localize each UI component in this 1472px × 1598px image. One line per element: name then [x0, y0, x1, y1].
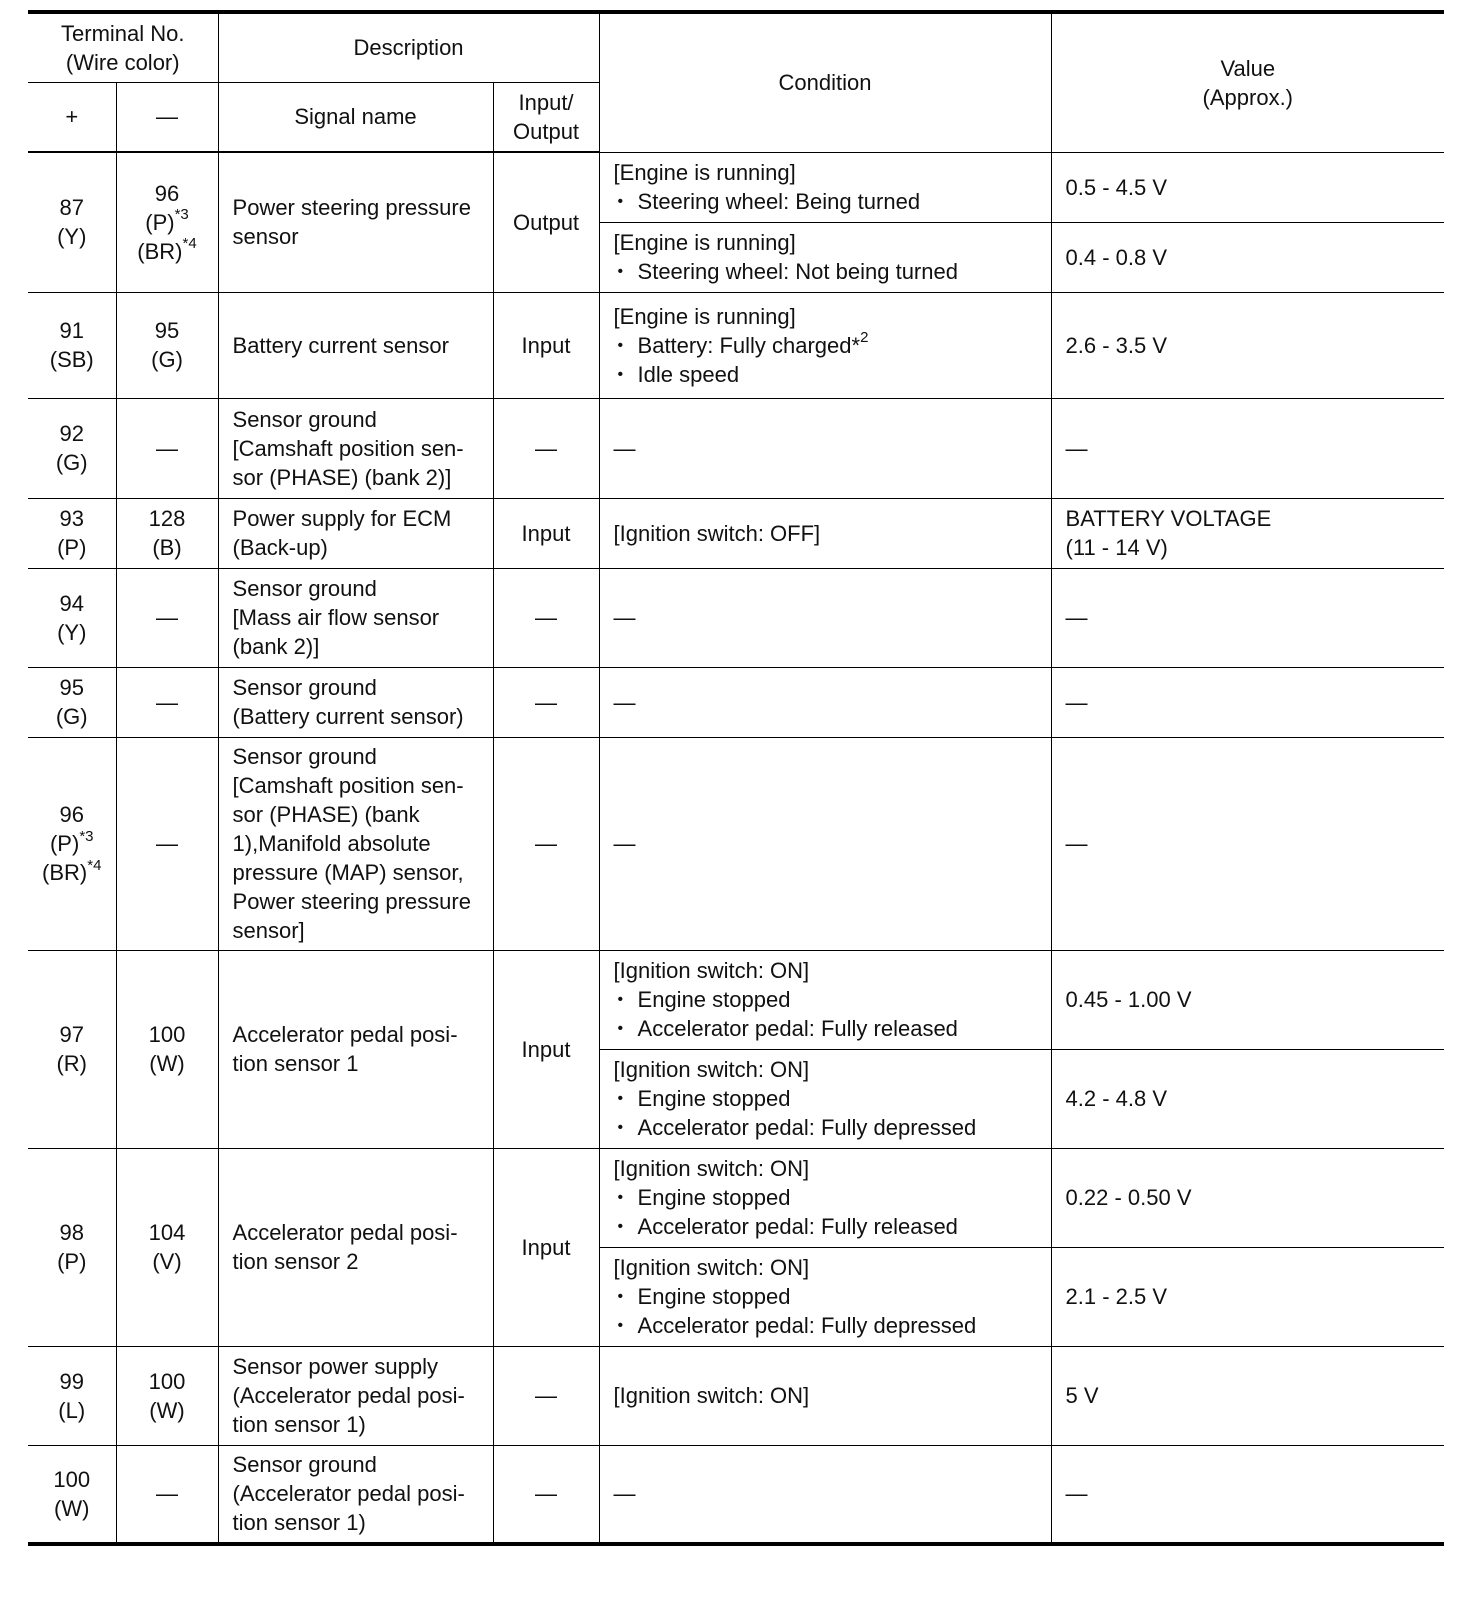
condition-item: • Accelerator pedal: Fully depressed — [614, 1113, 1037, 1142]
terminal-plus — [28, 1148, 116, 1346]
terminal-plus — [28, 568, 116, 667]
signal-name: Sensor ground (Accelerator pedal posi- tion sensor 1) — [218, 1445, 493, 1544]
terminal-plus-number: 95 — [59, 675, 84, 700]
table-row — [28, 152, 1444, 222]
terminal-plus-number: 96 — [59, 802, 84, 827]
value: 5 V — [1051, 1346, 1444, 1445]
terminal-plus-wire-color: (R) — [56, 1051, 88, 1076]
terminal-plus-wire-color: (P) — [57, 535, 87, 560]
condition-heading: [Ignition switch: ON] — [613, 1156, 810, 1181]
input-output: — — [493, 398, 599, 498]
input-output: — — [493, 1445, 599, 1544]
value: 4.2 - 4.8 V — [1051, 1049, 1444, 1148]
terminal-plus-wire-color: (L) — [58, 1397, 86, 1423]
condition — [599, 292, 1051, 398]
terminal-plus-number: 99 — [59, 1368, 84, 1394]
terminal-plus-number: 94 — [59, 590, 84, 616]
terminal-plus-number: 100 — [53, 1466, 91, 1492]
terminal-plus-number: 97 — [59, 1022, 84, 1047]
input-output: Input — [493, 950, 599, 1148]
terminal-plus — [28, 1445, 116, 1544]
condition-list — [614, 1183, 1037, 1241]
value: 0.45 - 1.00 V — [1051, 950, 1444, 1049]
terminal-minus — [116, 950, 218, 1148]
condition-heading: [Ignition switch: ON] — [613, 958, 810, 983]
value: — — [1051, 737, 1444, 950]
input-output: — — [493, 667, 599, 737]
condition-item: • Accelerator pedal: Fully released — [614, 1212, 1037, 1241]
terminal-plus-number: 92 — [59, 421, 84, 446]
condition-item: • Idle speed — [614, 360, 1037, 389]
table-row — [28, 1346, 1444, 1445]
input-output: Output — [493, 152, 599, 292]
signal-name: Sensor ground [Mass air flow sensor (bank 2)] — [218, 568, 493, 667]
terminal-minus-wire-color: (W) — [149, 1051, 185, 1076]
terminal-plus — [28, 398, 116, 498]
terminal-minus — [116, 1346, 218, 1445]
condition-item: • Accelerator pedal: Fully depressed — [614, 1311, 1037, 1340]
value: — — [1051, 1445, 1444, 1544]
terminal-plus-wire-color: (Y) — [57, 224, 87, 250]
terminal-plus — [28, 1346, 116, 1445]
condition-heading: [Ignition switch: ON] — [613, 1255, 810, 1280]
terminal-plus — [28, 152, 116, 292]
table-row — [28, 737, 1444, 950]
input-output: Input — [493, 1148, 599, 1346]
condition-list — [614, 331, 1037, 389]
terminal-plus-number: 91 — [59, 318, 84, 343]
header-input-output: Input/ Output — [493, 82, 599, 152]
terminal-minus — [116, 152, 218, 292]
terminal-minus: — — [116, 737, 218, 950]
table-row — [28, 1445, 1444, 1544]
signal-name: Sensor power supply (Accelerator pedal posi- tion sensor 1) — [218, 1346, 493, 1445]
header-minus: — — [116, 82, 218, 152]
terminal-plus-wire-color: (W) — [54, 1495, 90, 1521]
value: 0.4 - 0.8 V — [1051, 222, 1444, 292]
terminal-plus-wire-color: (G) — [55, 450, 88, 475]
input-output: Input — [493, 292, 599, 398]
terminal-minus-number: 104 — [148, 1220, 186, 1245]
condition-item: • Battery: Fully charged*$^2$ — [614, 331, 1037, 360]
signal-name: Power supply for ECM (Back-up) — [218, 498, 493, 568]
signal-name: Accelerator pedal posi- tion sensor 1 — [218, 950, 493, 1148]
condition — [599, 1247, 1051, 1346]
terminal-plus-number: 87 — [59, 195, 84, 221]
condition-item: • Engine stopped — [614, 1084, 1037, 1113]
terminal-minus: — — [116, 568, 218, 667]
terminal-plus-wire-color-alt: (BR)$^{*4}$ — [42, 856, 102, 885]
condition: [Ignition switch: ON] — [599, 1346, 1051, 1445]
condition-item: • Engine stopped — [614, 1282, 1037, 1311]
terminal-minus-number: 100 — [148, 1022, 186, 1047]
condition: — — [599, 398, 1051, 498]
terminal-plus-wire-color: $(P)^{*3}$ — [49, 827, 94, 856]
terminal-minus-footnote: *4 — [182, 235, 197, 253]
terminal-minus — [116, 1148, 218, 1346]
signal-name: Sensor ground (Battery current sensor) — [218, 667, 493, 737]
value: 0.22 - 0.50 V — [1051, 1148, 1444, 1247]
condition-item: • Steering wheel: Not being turned — [614, 257, 1037, 286]
terminal-plus-wire-color: (SB) — [49, 347, 94, 372]
terminal-table — [28, 10, 1444, 1546]
table-row — [28, 568, 1444, 667]
value: 0.5 - 4.5 V — [1051, 152, 1444, 222]
condition: — — [599, 737, 1051, 950]
input-output: — — [493, 737, 599, 950]
input-output: Input — [493, 498, 599, 568]
terminal-plus-wire-color: (Y) — [57, 619, 87, 645]
condition-heading: [Engine is running] — [613, 160, 796, 185]
terminal-minus-wire-color: (G) — [151, 347, 183, 372]
signal-name: Sensor ground [Camshaft position sen- sor (PHASE) (bank 2)] — [218, 398, 493, 498]
condition — [599, 1049, 1051, 1148]
table-row — [28, 667, 1444, 737]
terminal-minus-wire-color: (V) — [152, 1249, 182, 1274]
terminal-minus: — — [116, 398, 218, 498]
signal-name: Battery current sensor — [218, 292, 493, 398]
terminal-minus-number: 128 — [148, 506, 186, 531]
terminal-plus-wire-color: (P) — [57, 1249, 87, 1274]
terminal-plus-footnote: *4 — [87, 856, 102, 874]
table-row — [28, 498, 1444, 568]
terminal-minus-number: 100 — [148, 1368, 186, 1394]
value: — — [1051, 568, 1444, 667]
terminal-minus-number: 96 — [154, 180, 180, 206]
input-output: — — [493, 1346, 599, 1445]
value: 2.6 - 3.5 V — [1051, 292, 1444, 398]
condition-item: • Engine stopped — [614, 985, 1037, 1014]
condition-list — [614, 1282, 1037, 1340]
terminal-minus-wire-color: (B) — [152, 535, 182, 560]
header-condition: Condition — [599, 12, 1051, 152]
terminal-plus — [28, 950, 116, 1148]
table-row — [28, 1148, 1444, 1247]
condition-heading: [Engine is running] — [613, 303, 796, 329]
header-value: Value (Approx.) — [1051, 12, 1444, 152]
terminal-plus-number: 98 — [59, 1220, 84, 1245]
terminal-plus-wire-color: (G) — [55, 704, 88, 729]
condition — [599, 152, 1051, 222]
condition-item: • Engine stopped — [614, 1183, 1037, 1212]
condition: [Ignition switch: OFF] — [599, 498, 1051, 568]
terminal-plus — [28, 667, 116, 737]
condition: — — [599, 568, 1051, 667]
condition-heading: [Ignition switch: ON] — [613, 1057, 810, 1082]
terminal-minus — [116, 498, 218, 568]
condition-item: • Steering wheel: Being turned — [614, 187, 1037, 216]
header-description: Description — [218, 12, 599, 82]
signal-name: Power steering pressure sensor — [218, 152, 493, 292]
table-row — [28, 398, 1444, 498]
terminal-minus-wire-color: (W) — [149, 1397, 185, 1423]
terminal-minus-number: 95 — [154, 318, 180, 343]
terminal-plus-number: 93 — [59, 506, 84, 531]
value: 2.1 - 2.5 V — [1051, 1247, 1444, 1346]
terminal-plus — [28, 498, 116, 568]
condition-list — [614, 1084, 1037, 1142]
terminal-minus-wire-color: $(P)^{*3}$ — [145, 206, 189, 235]
condition — [599, 1148, 1051, 1247]
condition-item: • Accelerator pedal: Fully released — [614, 1014, 1037, 1043]
condition-heading: [Engine is running] — [613, 230, 796, 255]
header-plus: + — [28, 82, 116, 152]
terminal-minus: — — [116, 1445, 218, 1544]
terminal-minus: — — [116, 667, 218, 737]
condition: — — [599, 1445, 1051, 1544]
value: — — [1051, 667, 1444, 737]
terminal-minus-footnote: *3 — [174, 206, 189, 224]
terminal-minus — [116, 292, 218, 398]
table-row — [28, 292, 1444, 398]
table-row — [28, 950, 1444, 1049]
value: BATTERY VOLTAGE (11 - 14 V) — [1051, 498, 1444, 568]
condition-footnote: 2 — [860, 329, 869, 347]
condition-list — [614, 257, 1037, 286]
terminal-plus — [28, 737, 116, 950]
terminal-plus — [28, 292, 116, 398]
terminal-minus-wire-color-alt: (BR)$^{*4}$ — [137, 235, 197, 264]
condition — [599, 950, 1051, 1049]
terminal-plus-footnote: *3 — [79, 827, 94, 845]
signal-name: Accelerator pedal posi- tion sensor 2 — [218, 1148, 493, 1346]
condition-list — [614, 985, 1037, 1043]
table-body — [28, 152, 1444, 1544]
value: — — [1051, 398, 1444, 498]
header-terminal: Terminal No. (Wire color) — [28, 12, 218, 82]
signal-name: Sensor ground [Camshaft position sen- sor (PHASE) (bank 1),Manifold absolute pressure (MAP) sensor, Power steering pressure sensor] — [218, 737, 493, 950]
input-output: — — [493, 568, 599, 667]
condition — [599, 222, 1051, 292]
condition-list — [614, 187, 1037, 216]
header-signal-name: Signal name — [218, 82, 493, 152]
condition: — — [599, 667, 1051, 737]
